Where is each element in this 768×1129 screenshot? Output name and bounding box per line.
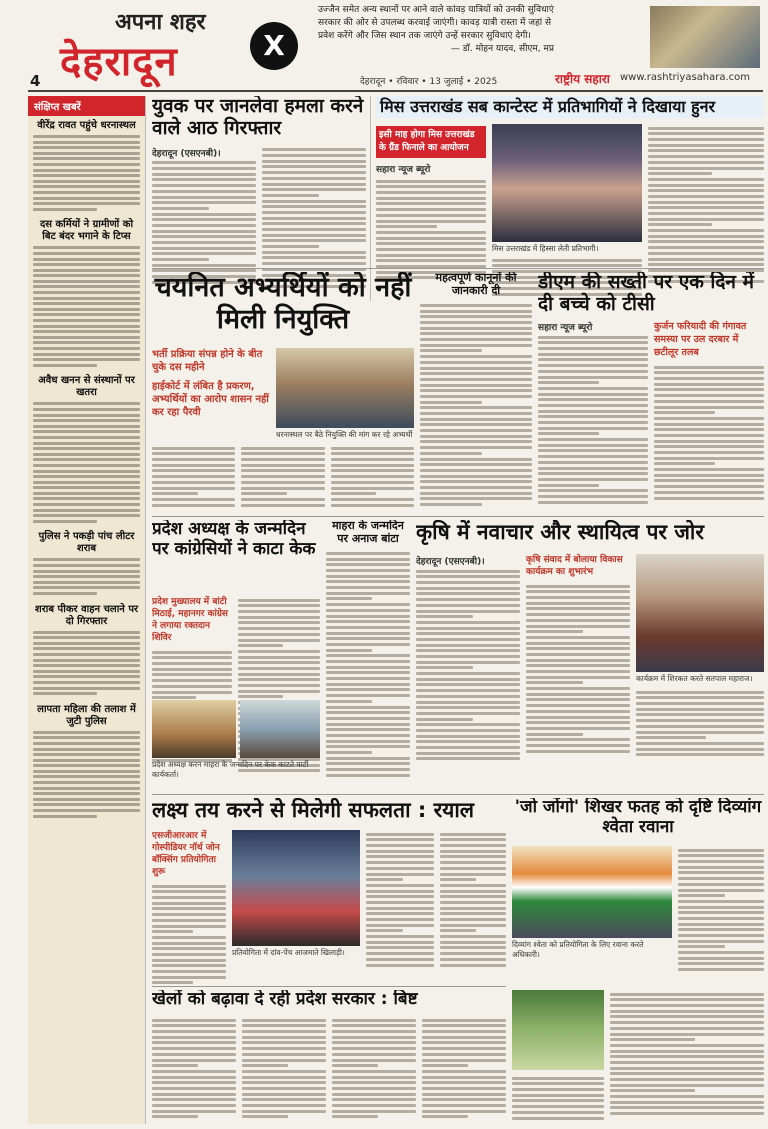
quote-text: उज्जैन समेत अन्य स्थानों पर आने वाले कांवड़ यात्रियों को उनकी सुविधाएं सरकार की ओर से उपलब्ध करवाई जाएंगी। कावड़ यात्री रास्ता में जहां से प्रवेश करेंगे और जिस स्थान तक जाएंगे उन्हें सरकार सुविधाएं देगी। <box>318 5 554 41</box>
appointment-protest-photo <box>276 348 414 428</box>
brief-news-item <box>28 527 145 599</box>
jojo-body-col1 <box>678 846 764 974</box>
birthday-bullet: प्रदेश मुख्यालय में बांटी मिठाई, महानगर कांग्रेस ने लगाया रक्तदान शिविर <box>152 597 229 643</box>
birthday-photo-1 <box>152 700 236 758</box>
brand-big-text: देहरादून <box>60 39 178 85</box>
sahara-logo: राष्ट्रीय सहारा <box>555 72 610 86</box>
headline-birthday: प्रदेश अध्यक्ष के जन्मदिन पर कांग्रेसियों ने काटा केक <box>152 520 316 559</box>
agri-byline: देहरादून (एसएनबी)। <box>416 557 485 567</box>
appointment-body-col1 <box>152 444 235 509</box>
brief-news-body <box>33 731 140 818</box>
headline-jojo: 'जो जोंगो' शिखर फतह को दृष्टि दिव्यांग श्वेता रवाना <box>514 798 762 837</box>
headline-goal: लक्ष्य तय करने से मिलेगी सफलता : रयाल <box>152 798 475 822</box>
dm-bullet: कुर्जन फरियादी की गंगावत समस्या पर उल दरबार में छटीलूर तलब <box>654 321 747 358</box>
story-mahara-grain <box>326 520 410 790</box>
story-legal-awareness <box>420 272 532 514</box>
sports-body-col1 <box>152 1016 236 1121</box>
miss-body-col1 <box>376 177 486 282</box>
goal-boxing-photo <box>232 830 360 946</box>
story-appointment <box>152 272 414 514</box>
appointment-photo-caption: धरनास्थल पर बैठे नियुक्ति की मांग कर रहे अभ्यर्थी <box>276 430 413 439</box>
birthday-photo-caption: प्रदेश अध्यक्ष करन माहरा के जन्मदिन पर केक काटते पार्टी कार्यकर्ता। <box>152 760 309 779</box>
miss-subhead: इसी माह होगा मिस उत्तराखंड के ग्रैंड फिनाले का आयोजन <box>376 126 486 158</box>
legal-body <box>420 301 532 508</box>
agri-bullet: कृषि संवाद में बोलाया विकास कार्यक्रम का शुभारंभ <box>526 555 623 577</box>
brief-news-column <box>28 96 146 1124</box>
appointment-body-col2 <box>241 444 324 509</box>
headline-mahara: माहरा के जन्मदिन पर अनाज बांटा <box>332 520 404 545</box>
brief-news-body <box>33 558 140 595</box>
birthday-photo-2 <box>240 700 320 758</box>
brief-news-title: दस कर्मियों ने ग्रामीणों को बिट बंदर भगाने के टिप्स <box>39 219 134 243</box>
brief-news-title: लापता महिला की तलाश में जुटी पुलिस <box>37 703 136 727</box>
brief-news-body <box>33 246 140 366</box>
miss-byline: सहारा न्यूज ब्यूरो <box>376 165 431 175</box>
sports-photo <box>512 990 604 1070</box>
quote-author: — डॉ. मोहन यादव, सीएम, मप्र <box>450 44 554 54</box>
sports-body-col4 <box>422 1016 506 1121</box>
goal-body-col1 <box>152 882 226 984</box>
goal-bullet: एसजीआरआर में गोस्पीडियर नॉर्थ जोन बॉक्सिंग प्रतियोगिता शुरू <box>152 831 220 877</box>
brief-news-title: वीरेंद्र रावत पहुंचे धरनास्थल <box>37 120 136 131</box>
brief-news-title: शराब पीकर वाहन चलाने पर दो गिरफ्तार <box>34 603 139 627</box>
brief-news-body <box>33 135 140 211</box>
brief-news-body <box>33 631 140 696</box>
agri-body-col1 <box>416 567 520 763</box>
agri-body-col3 <box>636 688 764 759</box>
headline-dm: डीएम की सख्ती पर एक दिन में दी बच्चे को टीसी <box>538 272 754 315</box>
headline-attack: युवक पर जानलेवा हमला करने वाले आठ गिरफ्तार <box>152 96 364 139</box>
dm-body-col1 <box>538 333 648 506</box>
brief-news-item <box>28 215 145 371</box>
miss-photo-caption: मिस उत्तराखंड में हिस्सा लेती प्रतिभागी। <box>492 244 599 253</box>
brand-logo <box>60 4 270 84</box>
goal-body-col2 <box>366 830 434 969</box>
brand-small-text: अपना शहर <box>115 10 206 35</box>
story-agriculture <box>416 520 764 790</box>
brief-news-item <box>28 116 145 215</box>
brief-news-item <box>28 371 145 527</box>
jojo-photo-caption: दिव्यांग श्वेता को प्रतियोगिता के लिए रवाना करते अधिकारी। <box>512 940 644 959</box>
dm-body-col2 <box>654 363 764 502</box>
jojo-flagoff-photo <box>512 846 672 938</box>
story-sports-promotion <box>152 990 506 1124</box>
appointment-body-col3 <box>331 444 414 509</box>
headline-legal-awareness: महत्वपूर्ण कानूनों की जानकारी दी <box>435 272 517 297</box>
page-number: 4 <box>30 72 41 90</box>
dateline: देहरादून • रविवार • 13 जुलाई • 2025 <box>360 77 498 87</box>
brief-news-list <box>28 116 145 822</box>
headline-agriculture: कृषि में नवाचार और स्थायित्व पर जोर <box>416 520 704 544</box>
masthead-rule <box>28 90 763 92</box>
x-social-icon: X <box>250 22 298 70</box>
sports-photo-body <box>512 1074 604 1122</box>
headline-sports: खेलों को बढ़ावा दे रही प्रदेश सरकार : बिष्ट <box>152 990 418 1009</box>
headline-miss-uttarakhand: मिस उत्तराखंड सब कान्टेस्ट में प्रतिभागियों ने दिखाया हुनर <box>376 96 764 118</box>
goal-photo-caption: प्रतियोगिता में दांव-पेंच आजमाते खिलाड़ी। <box>232 948 345 957</box>
brief-news-item <box>28 600 145 700</box>
story-jojo-summit <box>512 798 764 984</box>
sports-body-col3 <box>332 1016 416 1121</box>
masthead <box>0 0 768 92</box>
agri-photo-caption: कार्यक्रम में शिरकत करते सतपाल महाराज। <box>636 674 753 683</box>
brief-news-item <box>28 700 145 823</box>
story-goal-success <box>152 798 506 984</box>
brief-news-title: पुलिस ने पकड़ी पांच लीटर शराब <box>38 531 135 555</box>
story-dm-strict <box>538 272 764 514</box>
goal-body-col3 <box>440 830 506 969</box>
miss-contestants-photo <box>492 124 642 242</box>
miss-body-col3 <box>648 124 764 286</box>
website-link[interactable]: www.rashtriyasahara.com <box>620 72 751 83</box>
appointment-bullet-2: हाईकोर्ट में लंबित है प्रकरण, अभ्यर्थियों का आरोप शासन नहीं कर रहा पैरवी <box>152 381 269 418</box>
headline-appointment: चयनित अभ्यर्थियों को नहीं मिली नियुक्ति <box>154 272 412 335</box>
sports-body-col2 <box>242 1016 326 1121</box>
brief-news-body <box>33 402 140 522</box>
brief-news-header: संक्षिप्त खबरें <box>28 96 145 116</box>
brief-news-title: अवैध खनन से संस्थानों पर खतरा <box>38 375 135 399</box>
attack-byline: देहरादून (एसएनबी)। <box>152 148 221 159</box>
dm-byline: सहारा न्यूज ब्यूरो <box>538 323 593 333</box>
quote-box <box>318 4 554 56</box>
quote-author-photo <box>650 6 760 68</box>
agri-speaker-photo <box>636 554 764 672</box>
jojo-body-col2 <box>610 990 764 1118</box>
mahara-body <box>326 549 410 779</box>
appointment-bullet-1: भर्ती प्रक्रिया संपन्न होने के बीत चुके दस महीने <box>152 349 263 373</box>
agri-body-col2 <box>526 582 630 755</box>
